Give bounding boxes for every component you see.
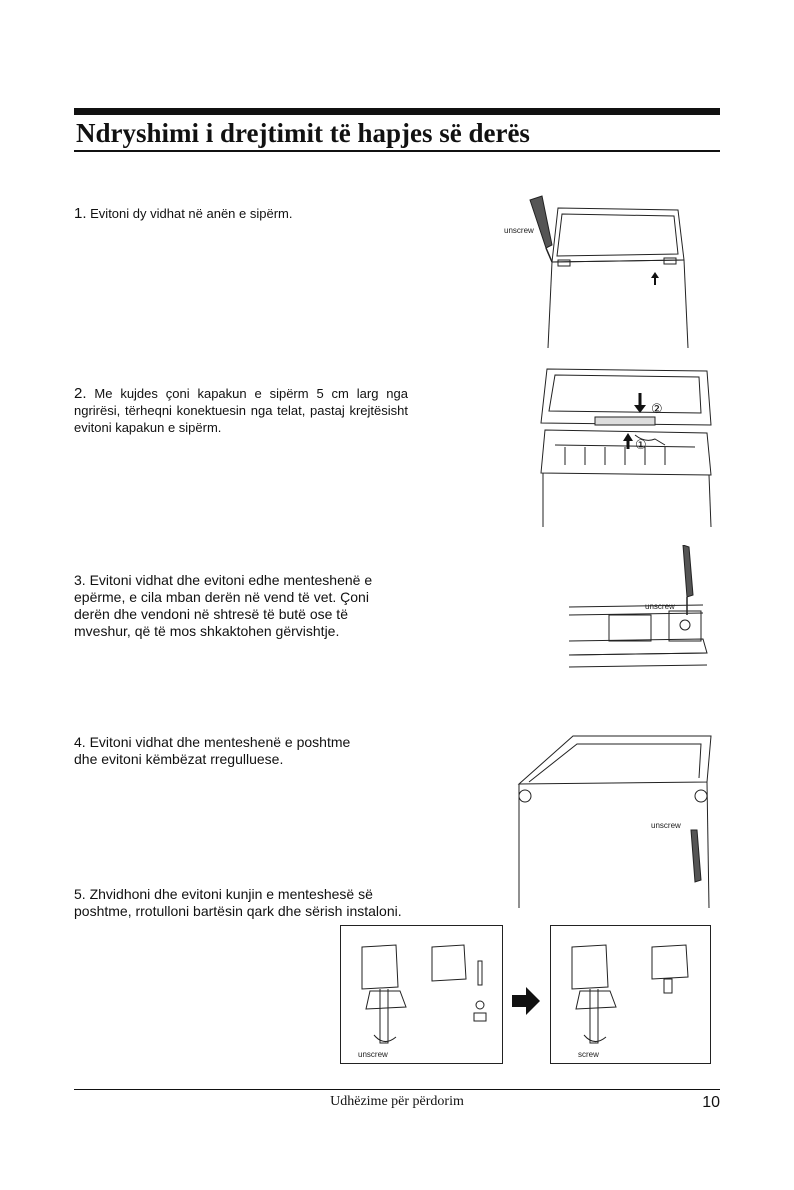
figure-3-label: unscrew	[645, 602, 675, 611]
step-4	[74, 734, 374, 768]
header-rule	[74, 108, 720, 115]
step-3-text: Evitoni vidhat dhe evitoni edhe menteshenë e epërme, e cila mban derën në vend të vet. Çoni derën dhe vendoni në shtresë të butë ose të mveshur, që të mos shkaktohen gërvishtje.	[74, 572, 373, 639]
figure-1-label: unscrew	[504, 226, 534, 235]
step-5-text: Zhvidhoni dhe evitoni kunjin e menteshesë së poshtme, rrotulloni bartësin qark dhe sërish instaloni.	[74, 886, 402, 919]
step-3-number: 3.	[74, 572, 86, 588]
figure-swap-hinge-pin	[340, 925, 712, 1065]
page-number: 10	[702, 1094, 720, 1111]
step-3	[74, 572, 394, 640]
figure-3-drawing	[565, 545, 715, 695]
figure-2-drawing	[535, 365, 715, 527]
step-2	[74, 385, 408, 436]
figure-lift-top-cover	[535, 365, 715, 527]
page-title: Ndryshimi i drejtimit të hapjes së derës	[76, 118, 530, 148]
figure-1-drawing	[500, 190, 695, 348]
step-5	[74, 886, 404, 920]
figure-5-left-label: unscrew	[358, 1050, 388, 1059]
figure-remove-top-screws	[500, 190, 695, 348]
step-4-text: Evitoni vidhat dhe menteshenë e poshtme dhe evitoni këmbëzat rregulluese.	[74, 734, 351, 767]
footer-rule	[74, 1089, 720, 1090]
figure-2-marker-2: ②	[651, 402, 663, 417]
figure-remove-lower-hinge	[515, 730, 715, 910]
step-1-number: 1.	[74, 205, 87, 222]
figure-remove-upper-hinge	[565, 545, 715, 695]
step-2-text: Me kujdes çoni kapakun e sipërm 5 cm larg nga ngrirësi, tërheqni konektuesin nga telat, pastaj krejtësisht evitoni kapakun e sipërm.	[74, 386, 408, 435]
figure-4-drawing	[515, 730, 715, 910]
figure-2-marker-1: ①	[635, 438, 647, 453]
figure-4-label: unscrew	[651, 821, 681, 830]
step-5-number: 5.	[74, 886, 86, 902]
footer-title: Udhëzime për përdorim	[330, 1094, 464, 1109]
figure-5-right-label: screw	[578, 1050, 599, 1059]
step-1-text: Evitoni dy vidhat në anën e sipërm.	[90, 206, 293, 221]
figure-5-drawing	[340, 925, 712, 1065]
step-2-number: 2.	[74, 385, 87, 402]
title-underline	[74, 150, 720, 152]
step-4-number: 4.	[74, 734, 86, 750]
step-1	[74, 205, 414, 222]
